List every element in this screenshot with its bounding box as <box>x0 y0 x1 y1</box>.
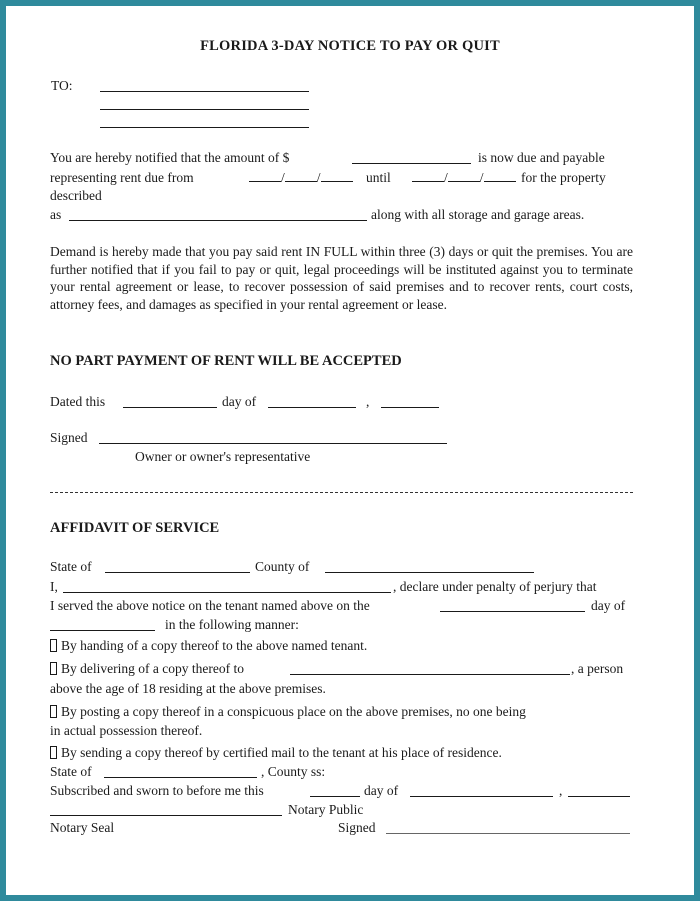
owner-signature-field[interactable] <box>99 443 447 444</box>
declare-text: , declare under penalty of perjury that <box>393 579 597 594</box>
served-text: I served the above notice on the tenant named above on the <box>50 598 370 613</box>
served-month-field[interactable] <box>50 630 155 631</box>
mail-checkbox[interactable] <box>50 746 57 759</box>
until-date-field[interactable]: / / <box>412 169 516 186</box>
delivered-person-field[interactable] <box>290 674 570 675</box>
served-day-of-label: day of <box>591 598 626 613</box>
option-mail[interactable]: By sending a copy thereof by certified mail to the tenant at his place of residence. <box>50 744 502 761</box>
a-person-text: , a person <box>571 661 624 676</box>
option-posting[interactable]: By posting a copy thereof in a conspicuous place on the above premises, no one being <box>50 703 526 720</box>
dated-day-field[interactable] <box>123 407 217 408</box>
to-line-3[interactable] <box>100 127 309 128</box>
i-label: I, <box>50 579 58 594</box>
sworn-month-field[interactable] <box>410 796 553 797</box>
signed-label: Signed <box>50 430 88 445</box>
sworn-day-of-label: day of <box>364 783 399 798</box>
notary-signature-field[interactable] <box>50 815 282 816</box>
posting-cont-text: in actual possession thereof. <box>50 723 203 738</box>
rent-due-from-label: representing rent due from <box>50 170 194 185</box>
for-property-label: for the property <box>521 170 606 185</box>
as-label: as <box>50 207 62 222</box>
manner-text: in the following manner: <box>165 617 299 632</box>
dated-label: Dated this <box>50 394 106 409</box>
age-text: above the age of 18 residing at the above premises. <box>50 681 326 696</box>
state-2-field[interactable] <box>104 777 257 778</box>
described-label: described <box>50 188 102 203</box>
handing-checkbox[interactable] <box>50 639 57 652</box>
sworn-day-field[interactable] <box>310 796 360 797</box>
server-name-field[interactable] <box>63 592 391 593</box>
subscribed-text: Subscribed and sworn to before me this <box>50 783 264 798</box>
sworn-year-field[interactable] <box>568 796 630 797</box>
delivering-checkbox[interactable] <box>50 662 57 675</box>
county-of-label: County of <box>255 559 310 574</box>
dated-comma: , <box>366 394 370 409</box>
option-handing[interactable]: By handing of a copy thereof to the above named tenant. <box>50 637 367 654</box>
affidavit-heading: AFFIDAVIT OF SERVICE <box>50 520 220 536</box>
sworn-comma: , <box>559 783 563 798</box>
to-line-2[interactable] <box>100 109 309 110</box>
county-field[interactable] <box>325 572 534 573</box>
amount-field[interactable] <box>352 163 471 164</box>
final-signature-field[interactable] <box>386 833 630 834</box>
notary-public-label: Notary Public <box>288 802 364 817</box>
option-delivering[interactable]: By delivering of a copy thereof to <box>50 660 244 677</box>
dated-year-field[interactable] <box>381 407 439 408</box>
signed-caption: Owner or owner's representative <box>135 449 311 464</box>
from-date-field[interactable]: / / <box>249 169 353 186</box>
storage-text: along with all storage and garage areas. <box>371 207 585 222</box>
to-label: TO: <box>51 78 73 93</box>
county-ss-text: , County ss: <box>261 764 326 779</box>
property-address-field[interactable] <box>69 220 367 221</box>
amount-prefix: You are hereby notified that the amount of $ <box>50 150 290 165</box>
day-of-label: day of <box>222 394 257 409</box>
demand-paragraph: Demand is hereby made that you pay said rent IN FULL within three (3) days or quit the premises. You are further notified that if you fail to pay or quit, legal proceedings will be instituted against you to terminate your rental agreement or lease, to recover possession of said premises and to recover rents, court costs, attorney fees, and damages as specified in your rental agreement or lease. <box>50 244 633 312</box>
posting-checkbox[interactable] <box>50 705 57 718</box>
signed-2-label: Signed <box>338 820 376 835</box>
state-of-2-label: State of <box>50 764 92 779</box>
no-partial-heading: NO PART PAYMENT OF RENT WILL BE ACCEPTED <box>50 353 402 369</box>
state-of-label: State of <box>50 559 92 574</box>
to-line-1[interactable] <box>100 91 309 92</box>
state-field[interactable] <box>105 572 250 573</box>
notary-seal-label: Notary Seal <box>50 820 115 835</box>
served-day-field[interactable] <box>440 611 585 612</box>
form-title: FLORIDA 3-DAY NOTICE TO PAY OR QUIT <box>200 38 500 54</box>
dated-month-field[interactable] <box>268 407 356 408</box>
until-label: until <box>366 170 391 185</box>
amount-suffix: is now due and payable <box>478 150 605 165</box>
cut-divider <box>50 492 633 493</box>
